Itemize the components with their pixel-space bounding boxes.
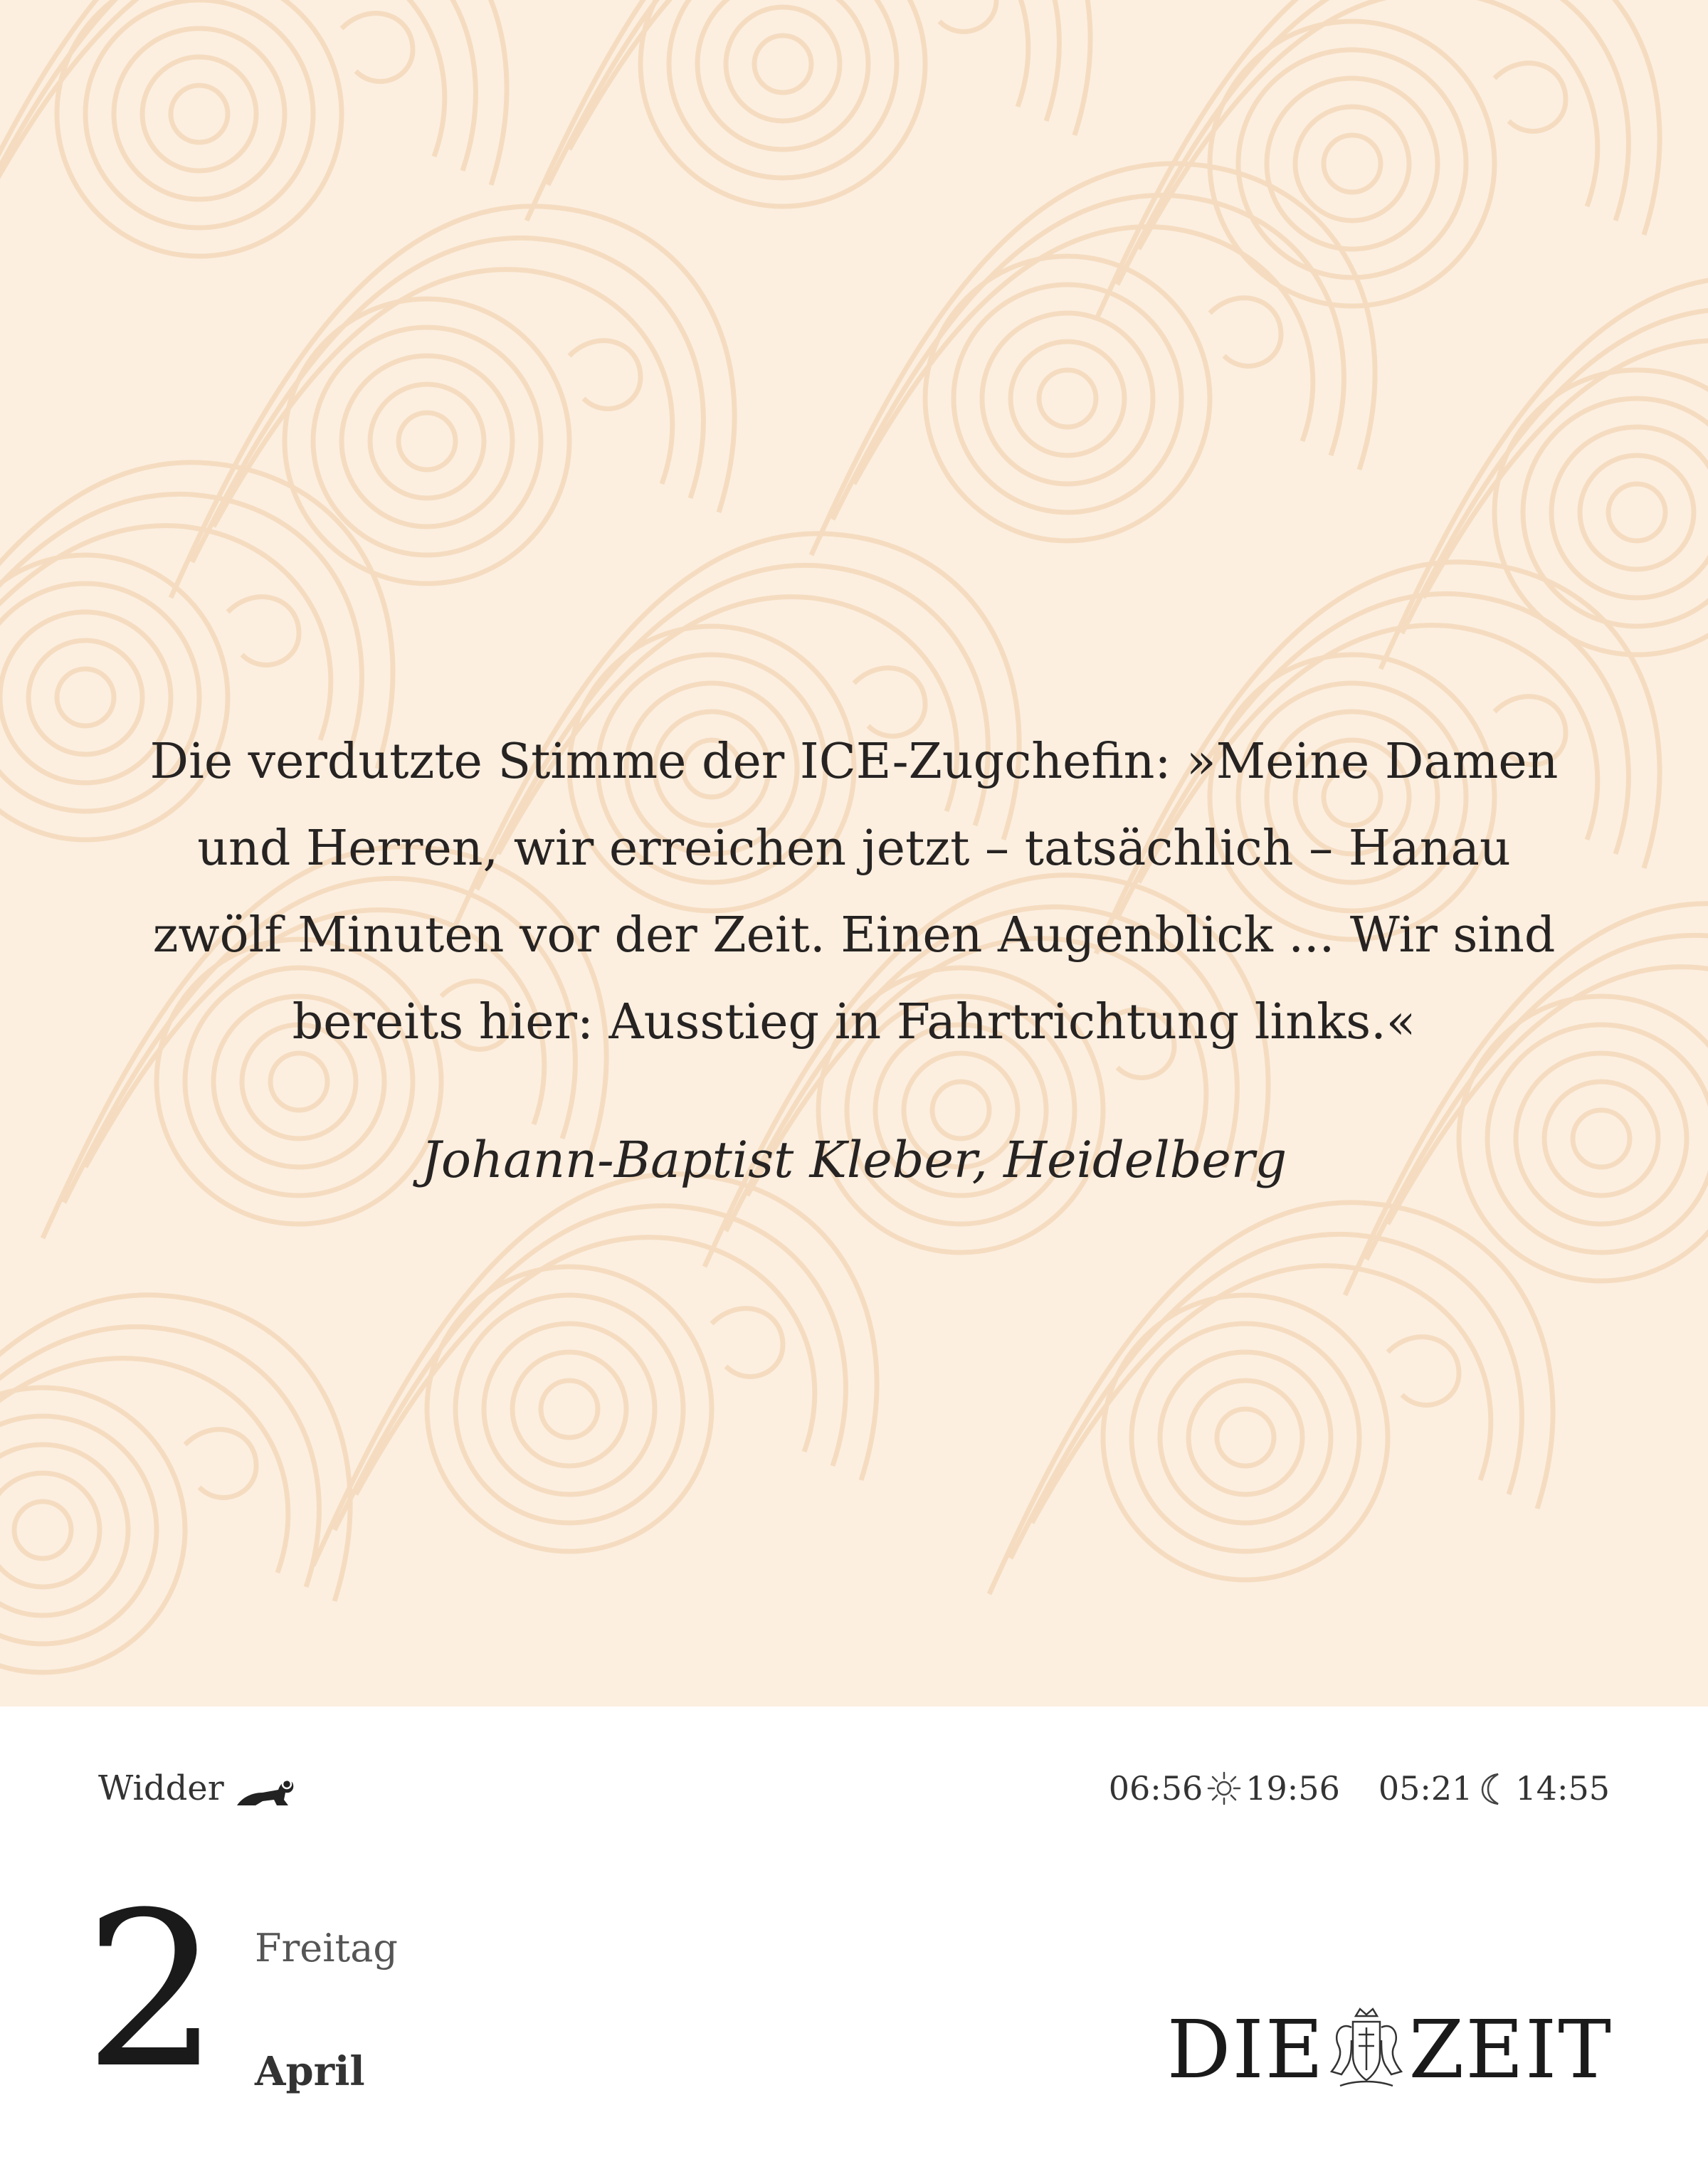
coat-of-arms-icon <box>1327 2006 1406 2094</box>
die-zeit-logo <box>1167 2004 1613 2096</box>
sun-moon-times <box>1109 1763 1610 1813</box>
quote-line: bereits hier: Ausstieg in Fahrtrichtung links.« <box>292 994 1416 1050</box>
quote-line: Die verdutzte Stimme der ICE-Zugchefin: »Meine Damen <box>149 734 1559 790</box>
sun-icon <box>1206 1770 1243 1807</box>
zodiac-sign <box>98 1763 295 1813</box>
sunset-time: 19:56 <box>1245 1769 1340 1808</box>
calendar-footer <box>0 1706 1708 2184</box>
month-label: April <box>255 2048 365 2095</box>
quote-text <box>71 719 1637 1066</box>
zodiac-label: Widder <box>98 1768 224 1808</box>
quote-author: Johann-Baptist Kleber, Heidelberg <box>421 1131 1287 1189</box>
crescent-moon-icon <box>1475 1770 1512 1807</box>
day-number: 2 <box>84 1867 220 2115</box>
sunrise-time: 06:56 <box>1108 1769 1203 1808</box>
moonset-time: 14:55 <box>1515 1769 1610 1808</box>
quote-line: und Herren, wir erreichen jetzt – tatsächlich – Hanau <box>197 821 1511 877</box>
quote-line: zwölf Minuten vor der Zeit. Einen Augenblick ... Wir sind <box>152 907 1556 964</box>
ram-icon <box>234 1768 295 1808</box>
masthead-zeit: ZEIT <box>1408 2004 1613 2096</box>
masthead-die: DIE <box>1166 2004 1325 2096</box>
moonrise-time: 05:21 <box>1378 1769 1473 1808</box>
weekday-label: Freitag <box>255 1926 398 1971</box>
